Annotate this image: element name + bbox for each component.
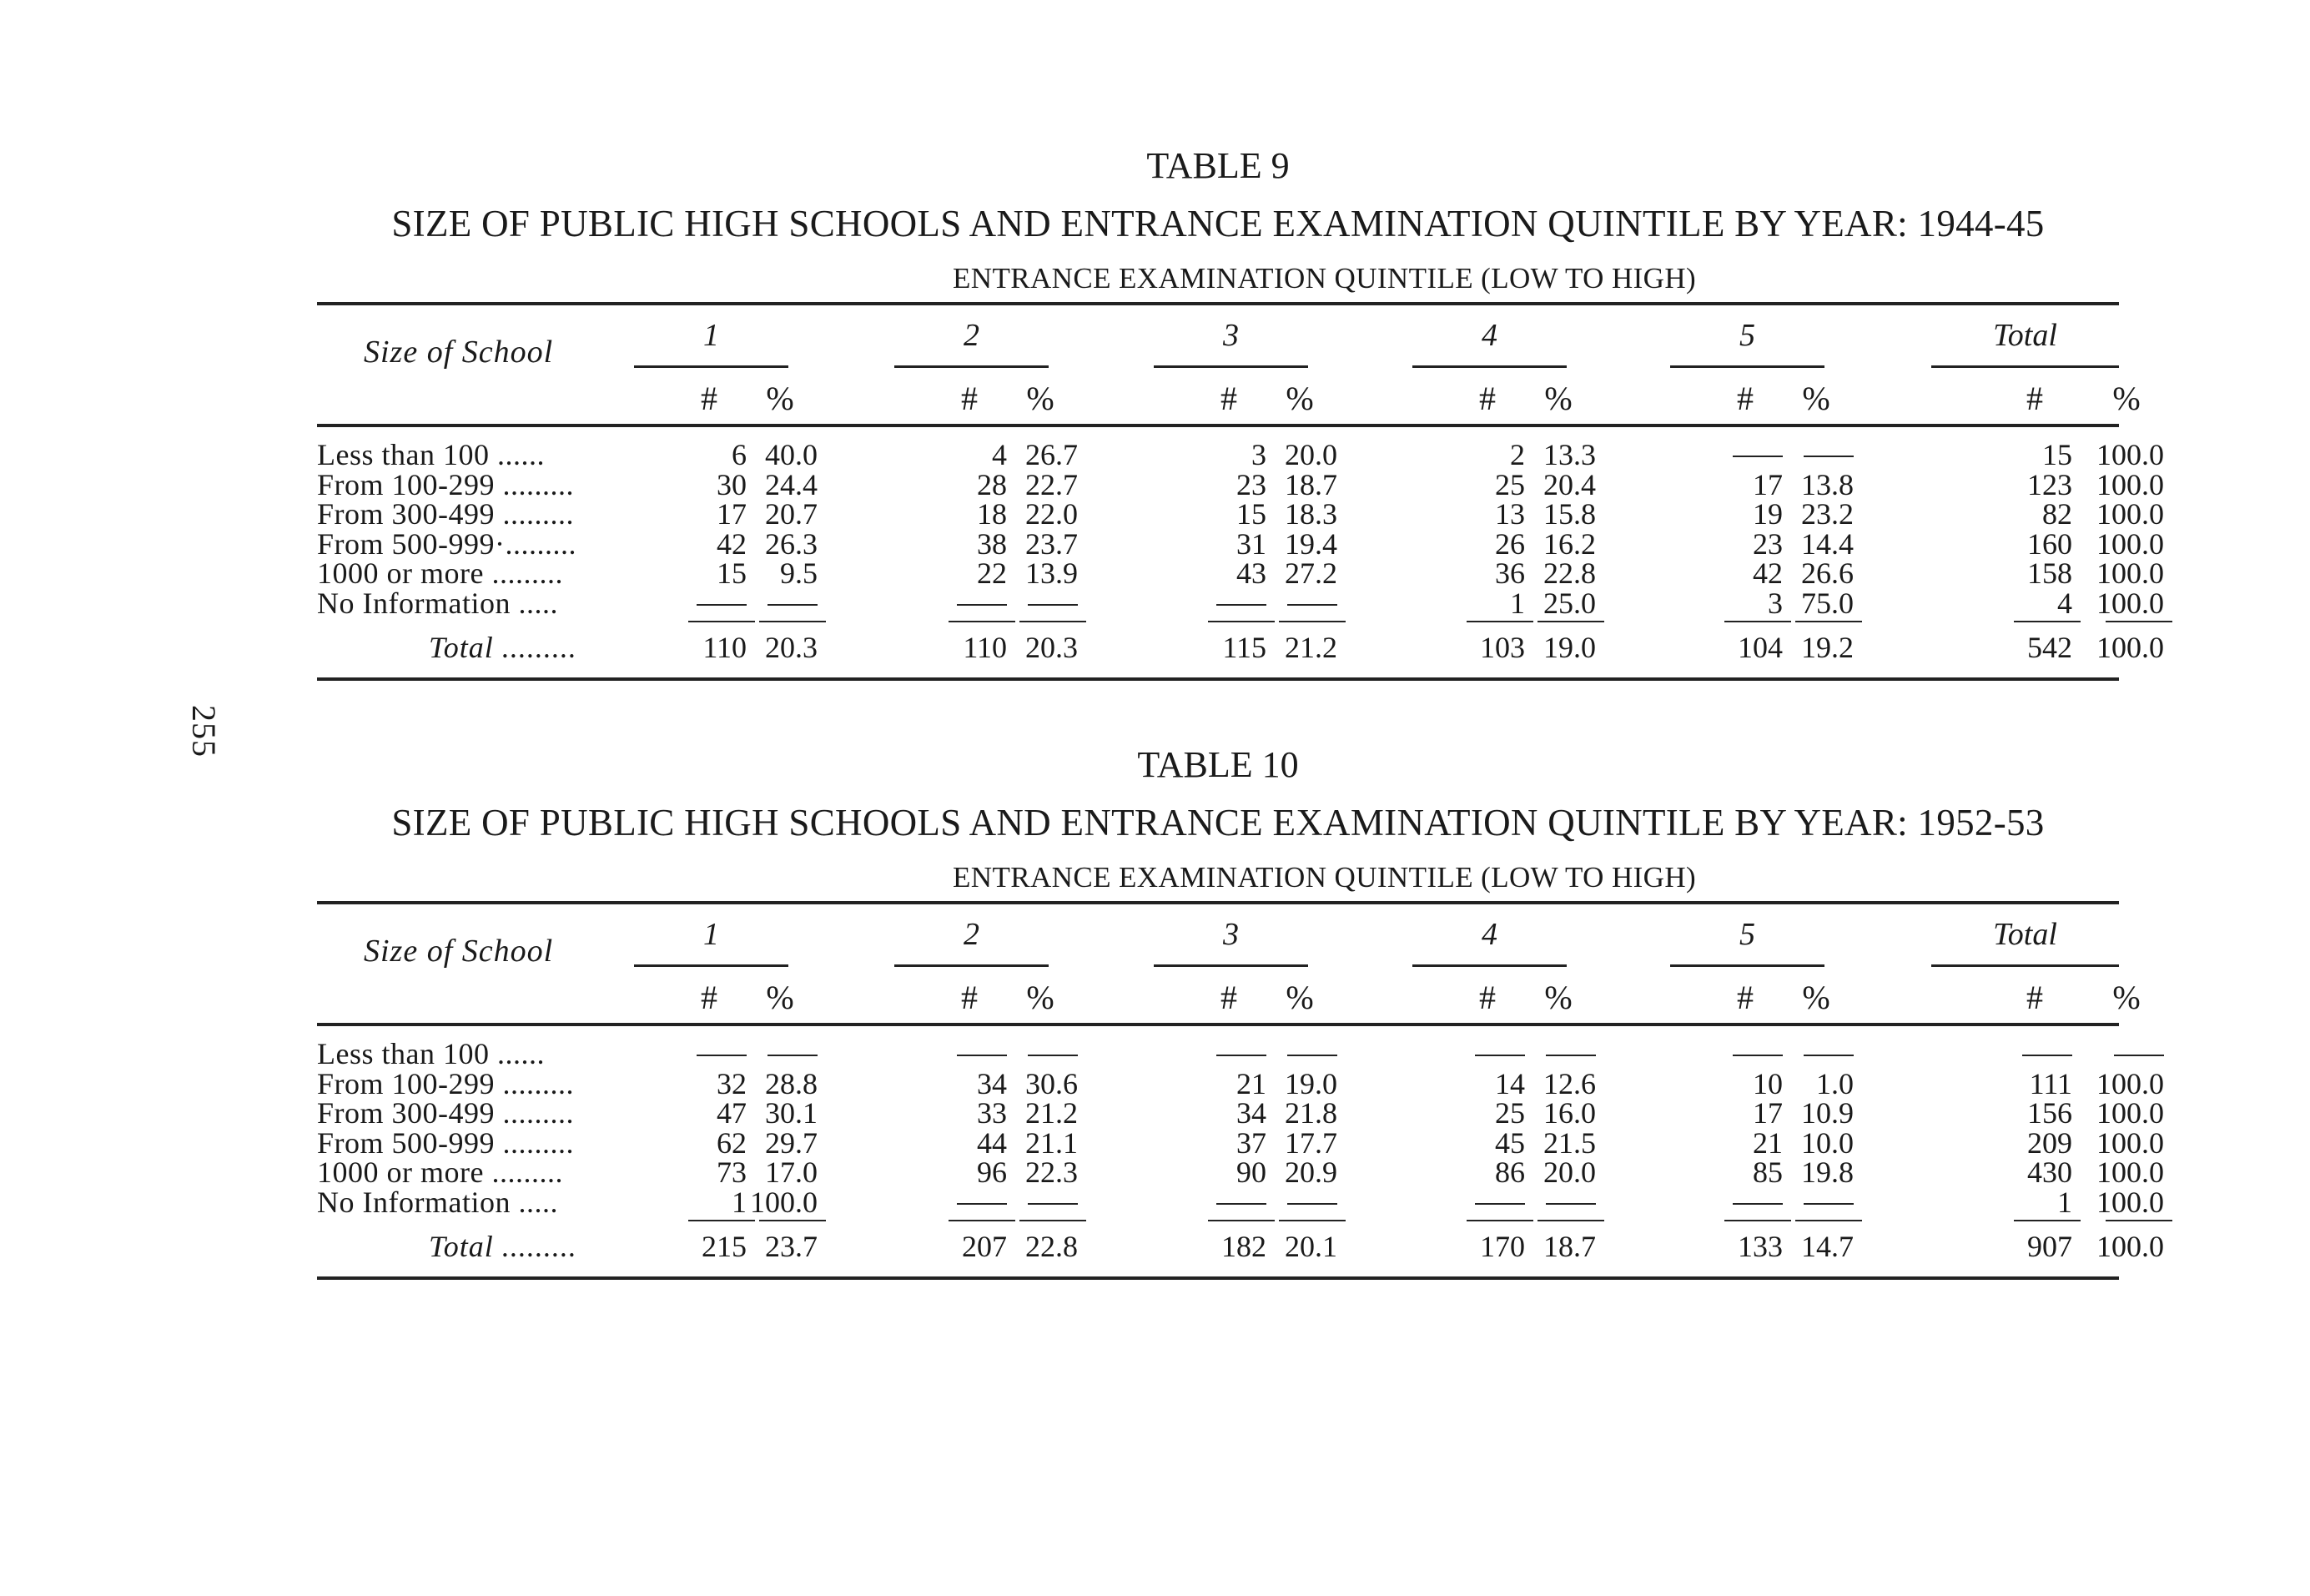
table-title: SIZE OF PUBLIC HIGH SCHOOLS AND ENTRANCE EXAMINATION QUINTILE BY YEAR: 1944-45 (391, 203, 2045, 244)
row-label: 1000 or more ......... (317, 1155, 563, 1189)
total-underline (1537, 1220, 1604, 1221)
total-percent-cell: 18.7 (1543, 1230, 1596, 1263)
total-underline (688, 1220, 755, 1221)
count-header: # (1737, 979, 1754, 1016)
percent-header: % (1544, 380, 1573, 417)
group-underline (894, 964, 1049, 967)
count-cell: 1 (732, 1185, 747, 1219)
count-cell: 42 (1753, 556, 1783, 590)
empty-dash (1028, 604, 1078, 606)
total-underlines (317, 1215, 2119, 1228)
empty-dash (1546, 1055, 1596, 1056)
row-label: Less than 100 ...... (317, 438, 545, 471)
total-underline (1724, 621, 1791, 622)
percent-cell: 20.4 (1543, 467, 1596, 501)
count-cell: 37 (1236, 1125, 1266, 1160)
percent-cell: 12.6 (1543, 1066, 1596, 1100)
count-cell: 43 (1236, 556, 1266, 590)
count-cell: 90 (1236, 1155, 1266, 1189)
count-header: # (2026, 979, 2043, 1016)
percent-cell: 13.9 (1025, 556, 1078, 590)
empty-dash (2114, 1055, 2164, 1056)
percent-cell: 14.4 (1801, 526, 1854, 561)
column-header (317, 305, 2141, 424)
table-row (317, 1066, 2164, 1100)
table-row (317, 586, 2164, 620)
count-cell: 28 (977, 467, 1007, 501)
percent-cell: 26.7 (1025, 438, 1078, 471)
percent-cell: 24.4 (765, 467, 818, 501)
page-number: 255 (185, 705, 223, 758)
group-underline (1412, 365, 1567, 368)
count-cell: 19 (1753, 497, 1783, 531)
quintile-group-label: 5 (1739, 318, 1755, 353)
total-percent-cell: 14.7 (1801, 1230, 1854, 1263)
percent-cell: 100.0 (2096, 556, 2164, 590)
quintile-group-label: Total (1993, 318, 2057, 353)
total-percent-cell: 23.7 (765, 1230, 818, 1263)
count-cell: 209 (2027, 1125, 2072, 1160)
total-row (317, 1228, 2164, 1265)
percent-cell: 1.0 (1816, 1066, 1854, 1100)
count-header: # (701, 979, 717, 1016)
percent-cell: 21.2 (1025, 1096, 1078, 1130)
percent-cell: 10.0 (1801, 1125, 1854, 1160)
count-cell: 21 (1753, 1125, 1783, 1160)
percent-cell: 100.0 (2096, 1066, 2164, 1100)
count-cell: 430 (2027, 1155, 2072, 1189)
percent-cell: 9.5 (780, 556, 818, 590)
count-header: # (1479, 979, 1496, 1016)
total-percent-cell: 22.8 (1025, 1230, 1078, 1263)
count-cell: 82 (2042, 497, 2072, 531)
empty-dash (1804, 1055, 1854, 1056)
count-cell: 22 (977, 556, 1007, 590)
row-label: From 500-999·......... (317, 526, 576, 561)
table-row (317, 1155, 2164, 1189)
table-title: SIZE OF PUBLIC HIGH SCHOOLS AND ENTRANCE EXAMINATION QUINTILE BY YEAR: 1952-53 (391, 802, 2045, 843)
group-underline (634, 964, 788, 967)
count-header: # (961, 979, 978, 1016)
count-cell: 44 (977, 1125, 1007, 1160)
table-10 (317, 739, 2164, 1280)
count-cell: 158 (2027, 556, 2072, 590)
total-count-cell: 207 (962, 1230, 1007, 1263)
count-cell: 123 (2027, 467, 2072, 501)
empty-dash (1216, 1055, 1266, 1056)
count-cell: 111 (2029, 1066, 2072, 1100)
percent-header: % (1286, 979, 1314, 1016)
table-label: TABLE 10 (1137, 744, 1299, 785)
table-label: TABLE 9 (1146, 145, 1290, 186)
percent-cell: 100.0 (2096, 1185, 2164, 1219)
percent-cell: 25.0 (1543, 586, 1596, 620)
total-underline (1208, 1220, 1275, 1221)
quintile-group-label: 1 (703, 917, 719, 952)
total-underline (949, 621, 1015, 622)
empty-dash (1028, 1203, 1078, 1205)
count-cell: 2 (1510, 438, 1525, 471)
count-cell: 6 (732, 438, 747, 471)
percent-cell: 13.3 (1543, 438, 1596, 471)
table-row (317, 556, 2164, 590)
empty-dash (2022, 1055, 2072, 1056)
empty-dash (1733, 1055, 1783, 1056)
count-cell: 25 (1495, 1096, 1525, 1130)
percent-cell: 100.0 (2096, 497, 2164, 531)
table-bottom-rule (317, 1276, 2119, 1280)
empty-dash (767, 604, 818, 606)
count-cell: 86 (1495, 1155, 1525, 1189)
percent-header: % (2112, 979, 2141, 1016)
percent-cell: 16.2 (1543, 526, 1596, 561)
group-underline (1154, 964, 1308, 967)
count-cell: 1 (1510, 586, 1525, 620)
quintile-caption: ENTRANCE EXAMINATION QUINTILE (LOW TO HIGH) (953, 262, 1697, 295)
empty-dash (1287, 1055, 1337, 1056)
group-underline (1154, 365, 1308, 368)
count-cell: 4 (2057, 586, 2072, 620)
count-cell: 4 (992, 438, 1007, 471)
empty-dash (1287, 604, 1337, 606)
total-label: Total ......... (429, 631, 577, 664)
percent-cell: 26.6 (1801, 556, 1854, 590)
count-cell: 42 (717, 526, 747, 561)
count-cell: 73 (717, 1155, 747, 1189)
quintile-group-label: 4 (1482, 917, 1497, 952)
percent-cell: 100.0 (2096, 1155, 2164, 1189)
percent-cell: 22.3 (1025, 1155, 1078, 1189)
count-cell: 25 (1495, 467, 1525, 501)
quintile-group-label: 2 (964, 318, 979, 353)
total-count-cell: 110 (702, 631, 747, 664)
percent-cell: 19.4 (1285, 526, 1337, 561)
total-count-cell: 104 (1738, 631, 1783, 664)
percent-cell: 16.0 (1543, 1096, 1596, 1130)
total-underline (1019, 621, 1086, 622)
count-cell: 15 (717, 556, 747, 590)
group-underline (1670, 964, 1824, 967)
count-cell: 62 (717, 1125, 747, 1160)
count-cell: 10 (1753, 1066, 1783, 1100)
count-cell: 85 (1753, 1155, 1783, 1189)
count-cell: 47 (717, 1096, 747, 1130)
count-cell: 21 (1236, 1066, 1266, 1100)
percent-cell: 100.0 (2096, 1096, 2164, 1130)
total-underline (2106, 621, 2172, 622)
percent-header: % (2112, 380, 2141, 417)
quintile-group-label: 2 (964, 917, 979, 952)
percent-cell: 26.3 (765, 526, 818, 561)
percent-cell: 22.0 (1025, 497, 1078, 531)
count-cell: 17 (1753, 467, 1783, 501)
percent-cell: 22.7 (1025, 467, 1078, 501)
count-cell: 17 (717, 497, 747, 531)
table-row (317, 1096, 2164, 1130)
count-header: # (1220, 979, 1237, 1016)
count-cell: 31 (1236, 526, 1266, 561)
percent-header: % (766, 380, 794, 417)
empty-dash (697, 1055, 747, 1056)
percent-cell: 20.0 (1285, 438, 1337, 471)
total-underline (1724, 1220, 1791, 1221)
count-header: # (1479, 380, 1496, 417)
count-cell: 36 (1495, 556, 1525, 590)
percent-cell: 29.7 (765, 1125, 818, 1160)
total-count-cell: 182 (1221, 1230, 1266, 1263)
count-cell: 45 (1495, 1125, 1525, 1160)
table-body (317, 427, 2164, 620)
total-count-cell: 133 (1738, 1230, 1783, 1263)
total-underline (1795, 621, 1862, 622)
row-label: From 300-499 ......... (317, 1096, 574, 1130)
group-underline (1412, 964, 1567, 967)
empty-dash (767, 1055, 818, 1056)
table-9 (317, 140, 2164, 681)
row-label: From 300-499 ......... (317, 497, 574, 531)
percent-cell: 100.0 (2096, 586, 2164, 620)
row-header-size-of-school: Size of School (364, 934, 554, 969)
total-percent-cell: 19.2 (1801, 631, 1854, 664)
count-cell: 96 (977, 1155, 1007, 1189)
percent-cell: 21.8 (1285, 1096, 1337, 1130)
percent-cell: 18.3 (1285, 497, 1337, 531)
count-cell: 3 (1251, 438, 1266, 471)
table-bottom-rule (317, 677, 2119, 681)
count-header: # (961, 380, 978, 417)
percent-header: % (1802, 979, 1830, 1016)
percent-header: % (766, 979, 794, 1016)
total-underline (1279, 1220, 1346, 1221)
empty-dash (957, 1055, 1007, 1056)
count-cell: 18 (977, 497, 1007, 531)
total-count-cell: 103 (1480, 631, 1525, 664)
percent-cell: 100.0 (750, 1185, 818, 1219)
total-underline (2014, 1220, 2081, 1221)
percent-cell: 18.7 (1285, 467, 1337, 501)
percent-cell: 30.1 (765, 1096, 818, 1130)
percent-cell: 20.7 (765, 497, 818, 531)
count-header: # (1737, 380, 1754, 417)
percent-cell: 100.0 (2096, 526, 2164, 561)
table-row (317, 1037, 2119, 1070)
percent-cell: 20.0 (1543, 1155, 1596, 1189)
total-count-cell: 542 (2027, 631, 2072, 664)
count-cell: 14 (1495, 1066, 1525, 1100)
empty-dash (957, 604, 1007, 606)
total-underline (1279, 621, 1346, 622)
table-row (317, 526, 2164, 561)
total-underline (949, 1220, 1015, 1221)
total-underlines (317, 616, 2119, 629)
group-underline (894, 365, 1049, 368)
empty-dash (1216, 1203, 1266, 1205)
total-row (317, 629, 2164, 666)
row-label: No Information ..... (317, 1185, 558, 1219)
total-count-cell: 170 (1480, 1230, 1525, 1263)
quintile-group-label: 3 (1223, 917, 1239, 952)
percent-cell: 100.0 (2096, 438, 2164, 471)
count-cell: 1 (2057, 1185, 2072, 1219)
count-cell: 15 (1236, 497, 1266, 531)
percent-cell: 30.6 (1025, 1066, 1078, 1100)
percent-cell: 13.8 (1801, 467, 1854, 501)
column-header (317, 904, 2141, 1023)
percent-header: % (1802, 380, 1830, 417)
percent-cell: 75.0 (1801, 586, 1854, 620)
empty-dash (1475, 1203, 1525, 1205)
quintile-group-label: 4 (1482, 318, 1497, 353)
percent-cell: 17.7 (1285, 1125, 1337, 1160)
total-percent-cell: 19.0 (1543, 631, 1596, 664)
count-cell: 156 (2027, 1096, 2072, 1130)
percent-cell: 20.9 (1285, 1155, 1337, 1189)
empty-dash (1733, 456, 1783, 457)
count-cell: 33 (977, 1096, 1007, 1130)
count-header: # (701, 380, 717, 417)
table-row (317, 1185, 2164, 1219)
group-underline (1931, 365, 2119, 368)
percent-cell: 23.2 (1801, 497, 1854, 531)
percent-header: % (1286, 380, 1314, 417)
row-label: Less than 100 ...... (317, 1037, 545, 1070)
total-underline (1208, 621, 1275, 622)
row-label: From 100-299 ......... (317, 1066, 574, 1100)
total-underline (1467, 1220, 1533, 1221)
quintile-group-label: 5 (1739, 917, 1755, 952)
percent-cell: 22.8 (1543, 556, 1596, 590)
total-underline (2014, 621, 2081, 622)
percent-header: % (1026, 979, 1054, 1016)
row-label: 1000 or more ......... (317, 556, 563, 590)
total-count-cell: 110 (963, 631, 1007, 664)
total-percent-cell: 20.3 (765, 631, 818, 664)
total-underline (759, 621, 826, 622)
empty-dash (697, 604, 747, 606)
quintile-group-label: 1 (703, 318, 719, 353)
empty-dash (1733, 1203, 1783, 1205)
row-label: From 100-299 ......... (317, 467, 574, 501)
empty-dash (1804, 456, 1854, 457)
percent-cell: 100.0 (2096, 467, 2164, 501)
total-underline (1795, 1220, 1862, 1221)
percent-cell: 28.8 (765, 1066, 818, 1100)
table-body (317, 1026, 2164, 1219)
table-row (317, 1125, 2164, 1160)
count-cell: 38 (977, 526, 1007, 561)
percent-cell: 19.0 (1285, 1066, 1337, 1100)
empty-dash (1546, 1203, 1596, 1205)
empty-dash (1804, 1203, 1854, 1205)
percent-cell: 19.8 (1801, 1155, 1854, 1189)
count-cell: 26 (1495, 526, 1525, 561)
total-underline (2106, 1220, 2172, 1221)
total-underline (688, 621, 755, 622)
total-count-cell: 115 (1222, 631, 1266, 664)
empty-dash (1028, 1055, 1078, 1056)
percent-cell: 21.5 (1543, 1125, 1596, 1160)
count-cell: 13 (1495, 497, 1525, 531)
count-cell: 34 (977, 1066, 1007, 1100)
percent-cell: 17.0 (765, 1155, 818, 1189)
percent-cell: 10.9 (1801, 1096, 1854, 1130)
empty-dash (1216, 604, 1266, 606)
total-count-cell: 215 (702, 1230, 747, 1263)
total-percent-cell: 20.1 (1285, 1230, 1337, 1263)
table-row (317, 497, 2164, 531)
total-label: Total ......... (429, 1230, 577, 1263)
count-cell: 3 (1768, 586, 1783, 620)
group-underline (1931, 964, 2119, 967)
count-cell: 15 (2042, 438, 2072, 471)
count-header: # (2026, 380, 2043, 417)
count-cell: 32 (717, 1066, 747, 1100)
total-underline (1467, 621, 1533, 622)
count-cell: 23 (1236, 467, 1266, 501)
percent-cell: 100.0 (2096, 1125, 2164, 1160)
percent-header: % (1026, 380, 1054, 417)
empty-dash (1475, 1055, 1525, 1056)
table-row (317, 438, 2164, 471)
empty-dash (1287, 1203, 1337, 1205)
row-label: No Information ..... (317, 586, 558, 620)
percent-cell: 21.1 (1025, 1125, 1078, 1160)
quintile-caption: ENTRANCE EXAMINATION QUINTILE (LOW TO HIGH) (953, 861, 1697, 894)
percent-cell: 27.2 (1285, 556, 1337, 590)
count-header: # (1220, 380, 1237, 417)
count-cell: 30 (717, 467, 747, 501)
total-percent-cell: 21.2 (1285, 631, 1337, 664)
total-underline (1537, 621, 1604, 622)
percent-cell: 40.0 (765, 438, 818, 471)
total-percent-cell: 100.0 (2096, 1230, 2164, 1263)
row-header-size-of-school: Size of School (364, 335, 554, 370)
count-cell: 34 (1236, 1096, 1266, 1130)
quintile-group-label: 3 (1223, 318, 1239, 353)
total-underline (759, 1220, 826, 1221)
group-underline (1670, 365, 1824, 368)
percent-header: % (1544, 979, 1573, 1016)
row-label: From 500-999 ......... (317, 1125, 574, 1160)
percent-cell: 23.7 (1025, 526, 1078, 561)
total-count-cell: 907 (2027, 1230, 2072, 1263)
percent-cell: 15.8 (1543, 497, 1596, 531)
total-underline (1019, 1220, 1086, 1221)
count-cell: 17 (1753, 1096, 1783, 1130)
count-cell: 160 (2027, 526, 2072, 561)
empty-dash (957, 1203, 1007, 1205)
table-row (317, 467, 2164, 501)
quintile-group-label: Total (1993, 917, 2057, 952)
group-underline (634, 365, 788, 368)
total-percent-cell: 20.3 (1025, 631, 1078, 664)
count-cell: 23 (1753, 526, 1783, 561)
total-percent-cell: 100.0 (2096, 631, 2164, 664)
